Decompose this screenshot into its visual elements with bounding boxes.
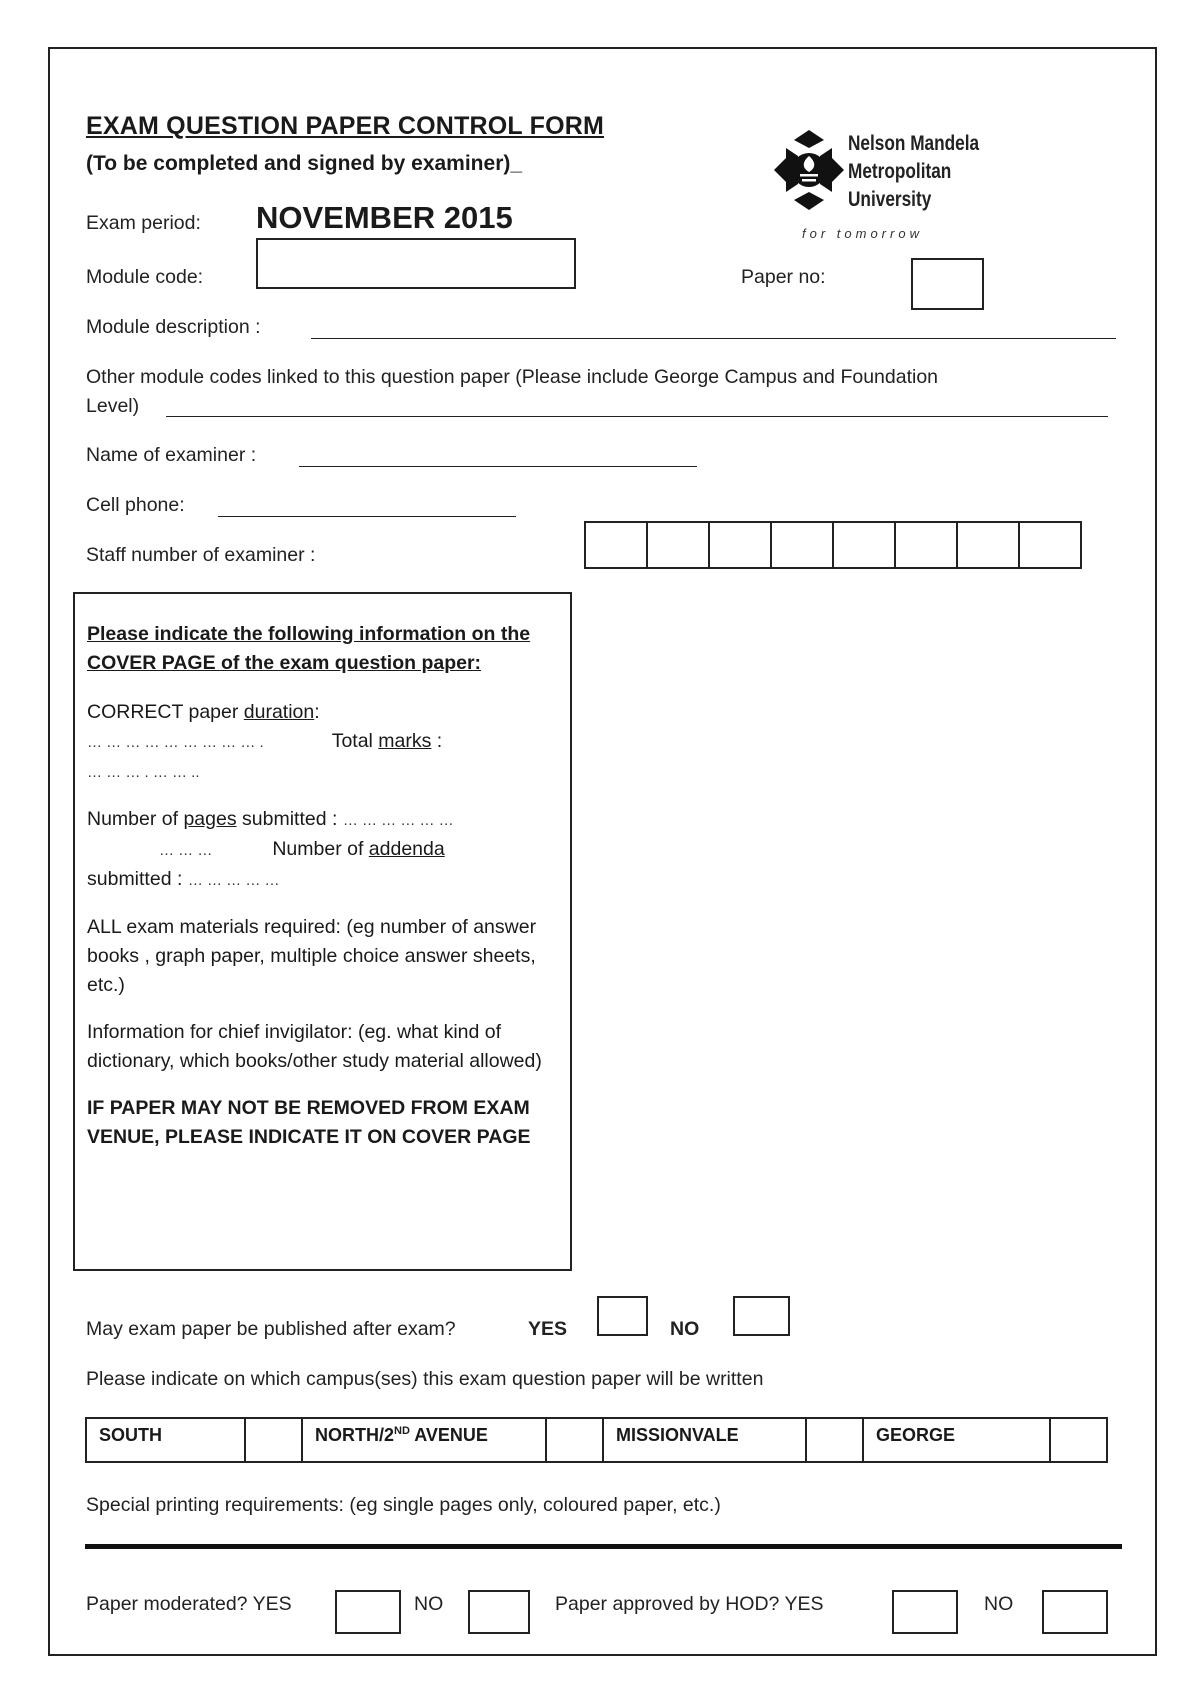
university-logo-icon xyxy=(772,128,846,212)
moderated-label: Paper moderated? YES xyxy=(86,1593,292,1615)
staff-number-grid xyxy=(586,521,1082,569)
campus-south-label: SOUTH xyxy=(87,1419,246,1461)
campus-george-checkbox[interactable] xyxy=(1051,1419,1106,1461)
form-title: EXAM QUESTION PAPER CONTROL FORM xyxy=(86,112,604,140)
campus-table xyxy=(85,1417,1108,1463)
invigilator-text: Information for chief invigilator: (eg. what kind of dictionary, which books/other study material allowed) xyxy=(87,1021,542,1072)
module-description-line[interactable] xyxy=(311,320,1116,339)
form-subtitle: (To be completed and signed by examiner)_ xyxy=(86,152,523,175)
marks-dots[interactable]: … … … . … … .. xyxy=(87,764,200,781)
campus-missionvale-checkbox[interactable] xyxy=(807,1419,864,1461)
staff-digit-box[interactable] xyxy=(584,521,648,569)
staff-digit-box[interactable] xyxy=(646,521,710,569)
pages-line: Number of pages submitted : … … … … … … xyxy=(87,808,454,830)
cover-page-info-box xyxy=(73,592,572,1271)
other-codes-label: Other module codes linked to this question paper (Please include George Campus and Foundation xyxy=(86,366,939,388)
marks-dots-line xyxy=(87,757,558,787)
exam-period-value: NOVEMBER 2015 xyxy=(256,200,513,235)
hod-label: Paper approved by HOD? YES xyxy=(555,1593,824,1615)
publish-question: May exam paper be published after exam? xyxy=(86,1318,456,1340)
staff-number-label: Staff number of examiner : xyxy=(86,544,316,566)
university-name xyxy=(848,130,979,214)
addenda-submitted-line: submitted : … … … … … xyxy=(87,868,280,890)
moderated-no-checkbox[interactable] xyxy=(468,1590,530,1634)
paper-no-field[interactable] xyxy=(911,258,984,310)
campus-north-checkbox[interactable] xyxy=(547,1419,604,1461)
duration-dots[interactable]: … … … … … … … … … . xyxy=(87,734,264,751)
exam-period-label: Exam period: xyxy=(86,212,201,234)
other-codes-line[interactable] xyxy=(166,398,1108,417)
campus-missionvale-label: MISSIONVALE xyxy=(604,1419,807,1461)
staff-digit-box[interactable] xyxy=(770,521,834,569)
hod-no-label: NO xyxy=(984,1593,1014,1615)
cover-info-heading: Please indicate the following information on the COVER PAGE of the exam question paper: xyxy=(87,623,531,674)
materials-text: ALL exam materials required: (eg number of answer books , graph paper, multiple choice answer sheets, etc.) xyxy=(87,916,537,996)
moderated-no-label: NO xyxy=(414,1593,444,1615)
publish-yes-checkbox[interactable] xyxy=(597,1296,648,1336)
hod-yes-checkbox[interactable] xyxy=(892,1590,958,1634)
addenda-dots[interactable]: … … … … … xyxy=(187,872,280,889)
staff-digit-box[interactable] xyxy=(708,521,772,569)
module-code-label: Module code: xyxy=(86,266,204,288)
other-codes-label-2: Level) xyxy=(86,395,140,417)
staff-digit-box[interactable] xyxy=(956,521,1020,569)
pages-dots[interactable]: … … … … … … xyxy=(342,812,454,829)
section-divider xyxy=(85,1544,1122,1549)
paper-no-label: Paper no: xyxy=(741,266,826,288)
campus-question: Please indicate on which campus(ses) this exam question paper will be written xyxy=(86,1368,764,1390)
moderated-yes-checkbox[interactable] xyxy=(335,1590,401,1634)
logo-line-1: Nelson Mandela xyxy=(848,132,980,155)
staff-digit-box[interactable] xyxy=(832,521,896,569)
removal-notice: IF PAPER MAY NOT BE REMOVED FROM EXAM VENUE, PLEASE INDICATE IT ON COVER PAGE xyxy=(87,1097,531,1148)
staff-digit-box[interactable] xyxy=(894,521,958,569)
module-code-field[interactable] xyxy=(256,238,576,289)
campus-george-label: GEORGE xyxy=(864,1419,1051,1461)
cell-phone-label: Cell phone: xyxy=(86,494,185,516)
module-description-label: Module description : xyxy=(86,316,261,338)
logo-line-2: Metropolitan xyxy=(848,160,952,183)
duration-line: CORRECT paper duration: xyxy=(87,701,320,723)
printing-label: Special printing requirements: (eg single pages only, coloured paper, etc.) xyxy=(86,1494,721,1516)
logo-tagline: for tomorrow xyxy=(802,226,923,241)
publish-yes-label: YES xyxy=(528,1318,568,1340)
duration-marks-line: … … … … … … … … … . Total marks : xyxy=(87,730,443,752)
campus-south-checkbox[interactable] xyxy=(246,1419,303,1461)
publish-no-checkbox[interactable] xyxy=(733,1296,790,1336)
examiner-name-label: Name of examiner : xyxy=(86,444,257,466)
cell-phone-line[interactable] xyxy=(218,498,516,517)
campus-north-label: NORTH/2ND AVENUE xyxy=(303,1419,547,1461)
logo-line-3: University xyxy=(848,188,932,211)
hod-no-checkbox[interactable] xyxy=(1042,1590,1108,1634)
examiner-name-line[interactable] xyxy=(299,448,697,467)
publish-no-label: NO xyxy=(670,1318,700,1340)
addenda-line: … … … Number of addenda xyxy=(159,838,445,860)
staff-digit-box[interactable] xyxy=(1018,521,1082,569)
